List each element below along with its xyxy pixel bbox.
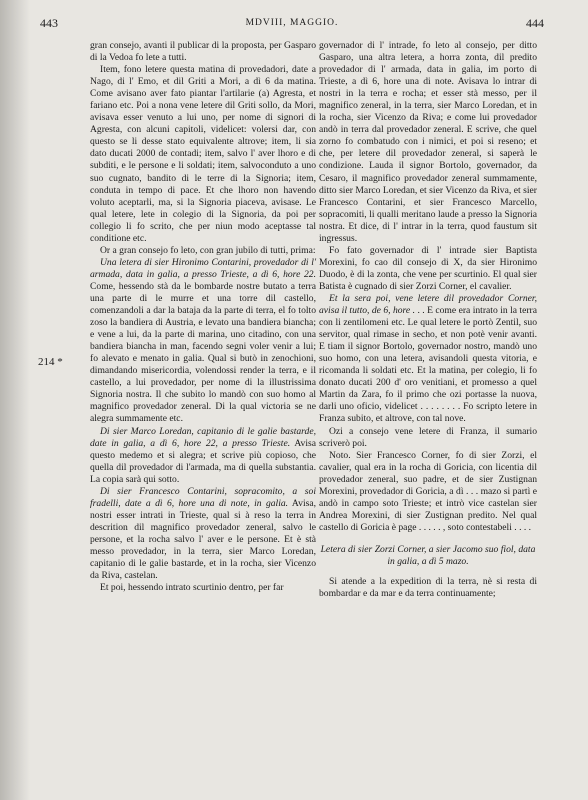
paragraph: Ozi a consejo vene letere di Franza, il sumario scriverò poi. <box>319 425 537 449</box>
paragraph: governador di l' intrade, fo leto al consejo, per ditto Gasparo, una altra letera, a horra zonta, dil predito provedador di l' armada, data in galia, im porto di Trieste, a dì 6, hore una di note. Avisava lo intrar di nostri in la terra e rocha; et esser stà messo, per il magnifico zeneral, in la terra, sier Marco Loredan, et in la rocha, sier Vicenzo da Riva; e come lui provedador andò in terra dal provedador zeneral. E scrive, che quel zorno fo combatudo con i nimici, et poi si reseno; et che, per letere dil provedador zeneral, si saperà le condizione. Lauda il signor Bortolo, governador, da Cesaro, il magnifico provedador zeneral summamente, ditto sier Marco Loredan, et sier Vicenzo da Riva, et sier Francesco Contarini, et sier Francesco Marcello, sopracomiti, li qualli meritano laude a presso la Signoria nostra. Et dice, di l' intrar in la terra, quod faustum sit ingressus. <box>319 40 537 244</box>
right-page-number: 444 <box>526 15 544 30</box>
paragraph: gran consejo, avanti il publicar di la proposta, per Gasparo di la Vedoa fo lete a tutti. <box>90 40 316 64</box>
left-text-column <box>90 40 316 594</box>
running-title: MDVIII, MAGGIO. <box>245 18 339 28</box>
paragraph: Et poi, hessendo intrato scurtinio dentro, per far <box>100 582 284 594</box>
paragraph: Di sier Marco Loredan, capitanio di le galie bastarde, date in galia, a dì 6, hore 22, a presso Trieste. Avisa questo medemo et si alegra; et scrive più copioso, che quella dil provedador di l'armada, ma di quella substantia. La copia sarà qui sotto. <box>90 425 316 485</box>
paragraph: Fo fato governador di l' intrade sier Baptista Morexini, fo cao dil consejo di X, da sier Hironimo Duodo, è di la zonta, che vene per scurtinio. El qual sier Batista è cugnado di sier Zorzi Corner, el cavalier. <box>319 244 537 292</box>
margin-note: 214 * <box>38 356 63 368</box>
paragraph: Noto. Sier Francesco Corner, fo di sier Zorzi, el cavalier, qual era in la rocha di Goricia, con licentia dil provedador zeneral, suo padre, et de sier Zustignan Morexini, provedador di Goricia, a dì . . . mazo si partì e andò in campo soto Trieste; et intrò vice castelan sier Andrea Morexini, di sier Zustignan predito. Nel qual castello di Goricia è page . . . . . , soto contestabeli . . . . <box>319 449 537 533</box>
left-page-number: 443 <box>40 15 58 30</box>
letter-heading: Letera di sier Zorzi Corner, a sier Jacomo suo fiol, data in galia, a dì 5 mazo. <box>320 543 536 567</box>
binding-shadow <box>0 0 30 800</box>
paragraph: Una letera di sier Hironimo Contarini, provedador di l' armada, data in galia, a presso Trieste, a dì 6, hore 22. Come, hessendo stà da le bombarde nostre butato a terra una parte di le murre et una torre dil castello, comenzandoli a dar la bataja da la parte di terra, el fo tolto zoso la bandiera di Austria, e levato una bandiera biancha; e vene a lui, da la parte di marina, uno citadino, con una bandiera biancha in man, facendo segni voler venir a lui; fo alevato e menato in galia. Qual si butò in zenochioni, dimandando misericordia, volendossi render la terra, e il castello, a lui provedador, per nome di la illustrissima Signoria nostra. Il che subito lo mandò con suo homo al magnifico provedador zeneral. Di la qual victoria se ne alegra summamente etc. <box>90 256 316 425</box>
paragraph: Or a gran consejo fo leto, con gran jubilo di tutti, prima: <box>100 244 316 256</box>
right-text-column <box>319 40 537 600</box>
paragraph: Di sier Francesco Contarini, sopracomito, a soi fradelli, date a dì 6, hore una di note, in galia. Avisa, nostri esser intrati in Trieste, qual si à reso la terra in descrition dil magnifico provedador zeneral, salvo le persone, et la rocha salvo l' aver e le persone. Et è stà messo provedador, in la terra, sier Marco Loredan, capitanio di le galie bastarde, et in la rocha, sier Vicenzo da Riva, castelan. <box>90 485 317 582</box>
paragraph: Item, fono letere questa matina di provedadori, date a Nago, di l' Emo, et dil Griti a Mori, a dì 6 da matina. Come avisano aver fato piantar l'artilarie (a) Agresta, et fariano etc. Poi a nona vene letere dil Griti sollo, da Mori, avisava esser venuto a lui uno, per nome di signori di Agresta, con alcuni capitoli, videlicet: volersi dar, con questo se li desse stato equivalente altrove; item, li sia dato ducati 2000 de contadi; item, salvo l' aver lhoro e di subditi, e le persone e li soldati; item, salvoconduto a uno suo cugnato, bandito di le terre di la Signoria; item, conduta in tempo di pace. Et che lhoro non havendo voluto aceptarli, ma, si la Signoria piaceva, avisase. Le qual letere, lete in colegio di la Signoria, da poi per collegio li fo scrito, che per niun modo aceptasse tal conditione etc. <box>90 64 316 244</box>
paragraph: Si atende a la expedition di la terra, nè si resta di bombardar e da mar e da terra continuamente; <box>319 576 537 600</box>
paragraph: Et la sera poi, vene letere dil provedador Corner, avisa il tutto, de 6, hore . . . E come era intrato in la terra con li zentilomeni etc. Le qual letere le portò Zentil, suo servitor, qual rimase in secho, et non potè venir avanti. E tiam il signor Bortolo, governador nostro, mandò uno suo homo, con una letera, avisandoli questa vitoria, e ricomanda li soldati etc. Et la matina, per colegio, li fo donato ducati 200 d' oro venitiani, et promesso a quel Martin da Zara, fo il primo che ozi portasse la nuova, darli uno oficio, videlicet . . . . . . . . Fo scripto letere in Franza subito, et altrove, con tal nove. <box>319 292 537 425</box>
running-header <box>40 14 544 32</box>
